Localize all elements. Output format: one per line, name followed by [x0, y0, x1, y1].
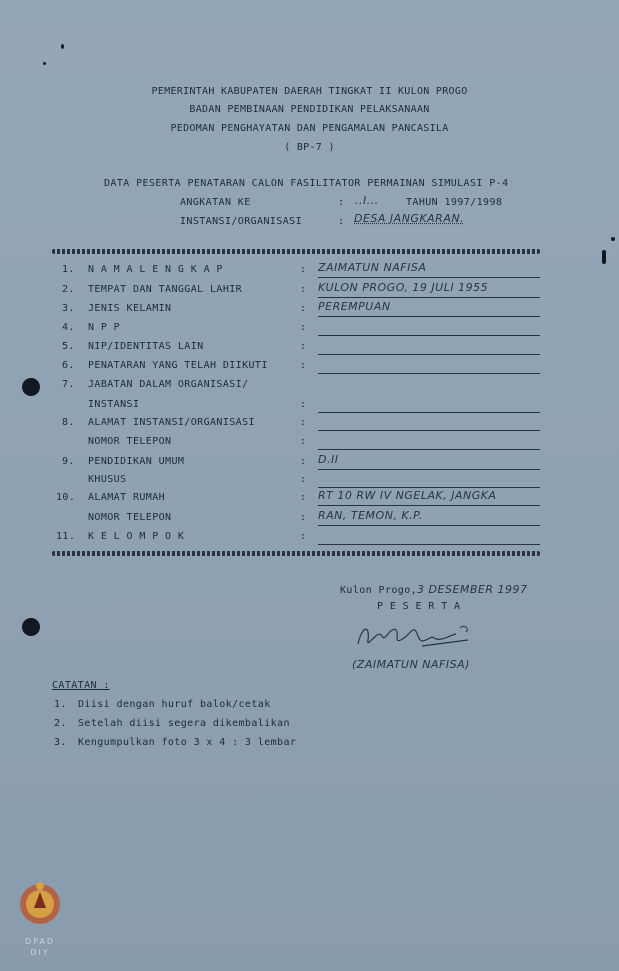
punch-hole-bottom	[22, 618, 40, 636]
top-divider	[52, 249, 540, 254]
field-label: K E L O M P O K	[88, 531, 185, 542]
field-number: 3.	[62, 303, 75, 314]
field-number: 1.	[62, 264, 75, 275]
field-number: 9.	[62, 456, 75, 467]
speck-2	[43, 62, 46, 65]
form-title: DATA PESERTA PENATARAN CALON FASILITATOR PERMAINAN SIMULASI P-4	[104, 178, 509, 189]
field-colon: :	[300, 322, 307, 333]
place-date	[340, 583, 528, 596]
field-value: RAN, TEMON, K.P.	[318, 509, 423, 522]
field-colon: :	[300, 512, 307, 523]
field-label: JABATAN DALAM ORGANISASI/	[88, 379, 249, 390]
tahun-label: TAHUN 1997/1998	[406, 197, 503, 208]
instansi-value: DESA JANGKARAN.	[354, 212, 465, 225]
signer-name: (ZAIMATUN NAFISA)	[352, 658, 470, 671]
field-number: 11.	[56, 531, 76, 542]
field-colon: :	[300, 341, 307, 352]
field-label: PENATARAN YANG TELAH DIIKUTI	[88, 360, 268, 371]
field-underline	[318, 544, 540, 545]
note-number: 2.	[54, 718, 67, 729]
field-number: 6.	[62, 360, 75, 371]
field-label: N A M A L E N G K A P	[88, 264, 223, 275]
place-date-prefix: Kulon Progo,	[340, 585, 418, 596]
ink-mark-right	[602, 250, 606, 264]
date-value: 3 DESEMBER 1997	[417, 583, 528, 596]
note-text: Kengumpulkan foto 3 x 4 : 3 lembar	[78, 737, 297, 748]
header-line-4: ( BP-7 )	[284, 142, 335, 153]
document-page: PEMERINTAH KABUPATEN DAERAH TINGKAT II KULON PROGO BADAN PEMBINAAN PENDIDIKAN PELAKSANAAN PEDOMAN PENGHAYATAN DAN PENGAMALAN PANCASILA ( BP-7 ) DATA PESERTA PENATARAN CALON FASILITATOR PERMAINAN SIMULASI P-4 ANGKATAN KE : ..I... TAHUN 1997/1998 INSTANSI/ORGANISASI : DESA JANGKARAN. 1. N A M A L E N G K A P : ZAIMATUN NAFISA 2. TEMPAT DAN TANGGAL LAHIR : KULON PROGO, 19 JULI 1955 3. JENIS KELAMIN : PEREMPUAN 4. N P P : 5. NIP/IDENTITAS LAIN : 6. PENATARAN YANG TELAH DIIKUTI : 7. JABATAN DALAM ORGANISASI/ INSTANSI : 8. ALAMAT INSTANSI/ORGANISASI : NOMOR TELEPON : 9. PENDIDIKAN UMUM : D.II KHUSUS : 10. ALAMAT RUMAH : RT 10 RW IV NGELAK, JANGKA NOMOR TELEPON : RAN, TEMON, K.P. 11. K E L O M P O K : Kulon Progo,3 DESEMBER 1997 P E S E R T A (ZAIMATUN NAFISA) CATATAN : 1. Diisi dengan huruf balok/cetak 2. Setelah diisi segera dikembalikan 3. Kengumpulkan foto 3 x 4 : 3 lembar DPAD DIY	[0, 0, 619, 971]
field-label: PENDIDIKAN UMUM	[88, 456, 185, 467]
speck-3	[611, 237, 615, 241]
header-line-2: BADAN PEMBINAAN PENDIDIKAN PELAKSANAAN	[189, 104, 430, 115]
dpad-seal-logo	[16, 874, 64, 934]
bottom-divider	[52, 551, 540, 556]
watermark-line-1: DPAD	[24, 937, 56, 946]
field-underline	[318, 354, 540, 355]
field-number: 4.	[62, 322, 75, 333]
field-number: 10.	[56, 492, 76, 503]
field-underline	[318, 277, 540, 278]
field-underline	[318, 487, 540, 488]
field-colon: :	[300, 303, 307, 314]
field-label: ALAMAT INSTANSI/ORGANISASI	[88, 417, 255, 428]
field-colon: :	[300, 531, 307, 542]
field-value: D.II	[318, 453, 339, 466]
field-value: PEREMPUAN	[318, 300, 391, 313]
field-colon: :	[300, 474, 307, 485]
note-text: Diisi dengan huruf balok/cetak	[78, 699, 271, 710]
notes-title: CATATAN :	[52, 680, 110, 691]
angkatan-value: ..I...	[355, 194, 379, 207]
signature-scribble	[352, 616, 482, 656]
angkatan-label: ANGKATAN KE	[180, 197, 251, 208]
field-underline	[318, 469, 540, 470]
field-value: KULON PROGO, 19 JULI 1955	[318, 281, 489, 294]
field-colon: :	[300, 492, 307, 503]
field-number: 5.	[62, 341, 75, 352]
field-value: RT 10 RW IV NGELAK, JANGKA	[318, 489, 497, 502]
field-colon: :	[300, 264, 307, 275]
field-label: ALAMAT RUMAH	[88, 492, 166, 503]
field-underline	[318, 297, 540, 298]
note-number: 1.	[54, 699, 67, 710]
field-colon: :	[300, 417, 307, 428]
watermark-line-2: DIY	[30, 948, 50, 957]
field-number: 8.	[62, 417, 75, 428]
field-underline	[318, 335, 540, 336]
field-label: N P P	[88, 322, 121, 333]
field-underline	[318, 316, 540, 317]
field-colon: :	[300, 456, 307, 467]
header-line-3: PEDOMAN PENGHAYATAN DAN PENGAMALAN PANCASILA	[170, 123, 449, 134]
field-label: NOMOR TELEPON	[88, 436, 172, 447]
field-value: ZAIMATUN NAFISA	[318, 261, 427, 274]
field-colon: :	[300, 399, 307, 410]
speck-1	[61, 44, 64, 49]
field-underline	[318, 449, 540, 450]
field-label: JENIS KELAMIN	[88, 303, 172, 314]
field-underline	[318, 412, 540, 413]
field-label: TEMPAT DAN TANGGAL LAHIR	[88, 284, 243, 295]
field-label: KHUSUS	[88, 474, 127, 485]
field-underline	[318, 505, 540, 506]
field-colon: :	[300, 436, 307, 447]
field-number: 7.	[62, 379, 75, 390]
field-label: NOMOR TELEPON	[88, 512, 172, 523]
field-number: 2.	[62, 284, 75, 295]
punch-hole-top	[22, 378, 40, 396]
field-colon: :	[300, 284, 307, 295]
instansi-label: INSTANSI/ORGANISASI	[180, 216, 302, 227]
field-label: INSTANSI	[88, 399, 140, 410]
header-line-1: PEMERINTAH KABUPATEN DAERAH TINGKAT II KULON PROGO	[151, 86, 468, 97]
field-label: NIP/IDENTITAS LAIN	[88, 341, 204, 352]
field-underline	[318, 373, 540, 374]
note-text: Setelah diisi segera dikembalikan	[78, 718, 290, 729]
field-underline	[318, 430, 540, 431]
signer-role: P E S E R T A	[377, 601, 461, 612]
note-number: 3.	[54, 737, 67, 748]
field-underline	[318, 525, 540, 526]
field-colon: :	[300, 360, 307, 371]
